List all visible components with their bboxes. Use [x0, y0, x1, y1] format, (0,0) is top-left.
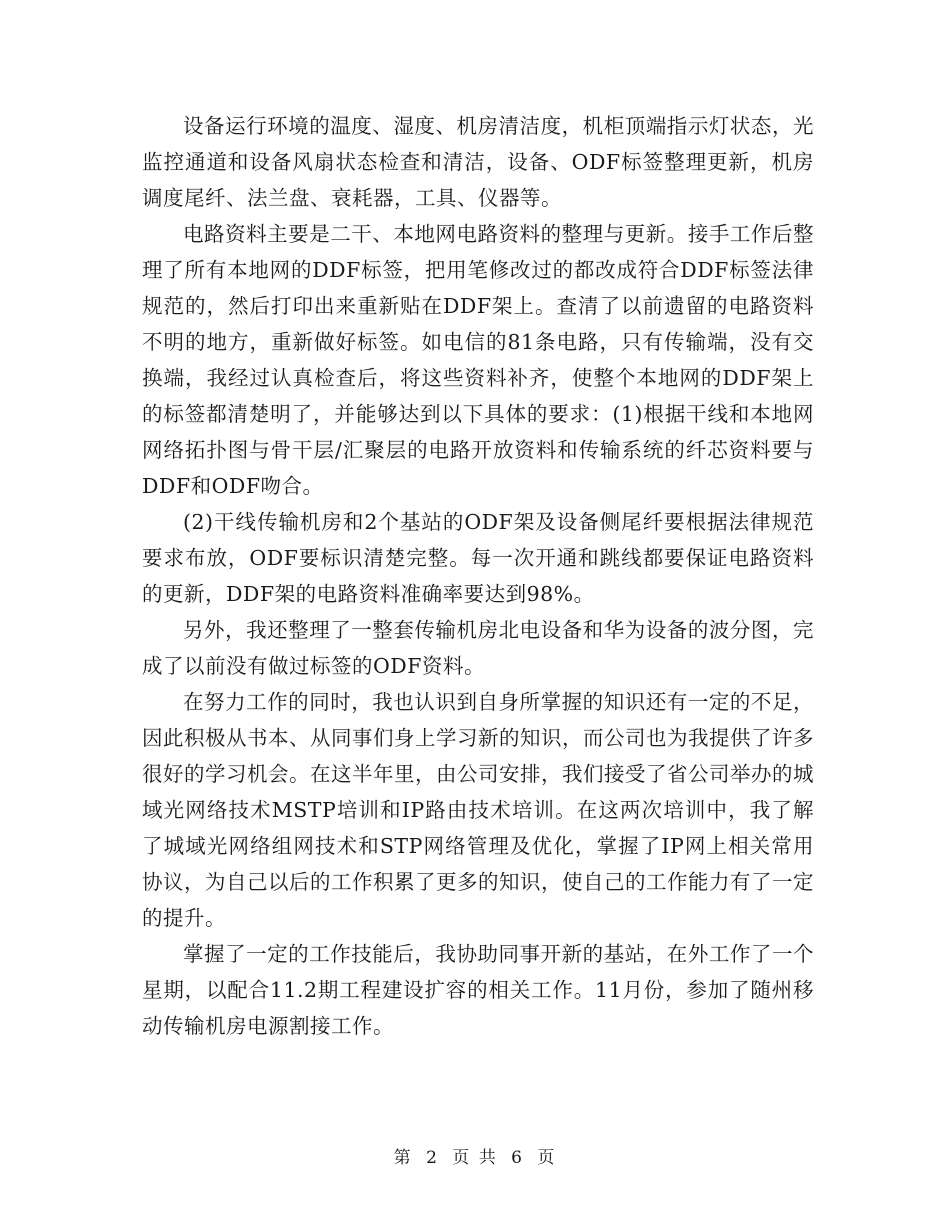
paragraph-6: 掌握了一定的工作技能后，我协助同事开新的基站，在外工作了一个星期，以配合11.2期工程建设扩容的相关工作。11月份，参加了随州移动传输机房电源割接工作。: [142, 942, 814, 1038]
footer-suffix: 页: [537, 1148, 557, 1168]
footer-total-pages: 6: [511, 1148, 524, 1168]
page-footer: [0, 1146, 950, 1170]
paragraph-5: 在努力工作的同时，我也认识到自身所掌握的知识还有一定的不足，因此积极从书本、从同事们身上学习新的知识，而公司也为我提供了许多很好的学习机会。在这半年里，由公司安排，我们接受了省公司举办的城域光网络技术MSTP培训和IP路由技术培训。在这两次培训中，我了解了城域光网络组网技术和STP网络管理及优化，掌握了IP网上相关常用协议，为自己以后的工作积累了更多的知识，使自己的工作能力有了一定的提升。: [142, 690, 814, 930]
footer-prefix: 第: [393, 1148, 413, 1168]
paragraph-3: (2)干线传输机房和2个基站的ODF架及设备侧尾纤要根据法律规范要求布放，ODF要标识清楚完整。每一次开通和跳线都要保证电路资料的更新，DDF架的电路资料准确率要达到98%。: [142, 510, 814, 606]
paragraph-4: 另外，我还整理了一整套传输机房北电设备和华为设备的波分图，完成了以前没有做过标签的ODF资料。: [142, 618, 814, 678]
body-text: [142, 108, 814, 1044]
paragraph-1: 设备运行环境的温度、湿度、机房清洁度，机柜顶端指示灯状态，光监控通道和设备风扇状态检查和清洁，设备、ODF标签整理更新，机房调度尾纤、法兰盘、衰耗器，工具、仪器等。: [142, 114, 814, 210]
paragraph-2: 电路资料主要是二干、本地网电路资料的整理与更新。接手工作后整理了所有本地网的DDF标签，把用笔修改过的都改成符合DDF标签法律规范的，然后打印出来重新贴在DDF架上。查清了以前遗留的电路资料不明的地方，重新做好标签。如电信的81条电路，只有传输端，没有交换端，我经过认真检查后，将这些资料补齐，使整个本地网的DDF架上的标签都清楚明了，并能够达到以下具体的要求：(1)根据干线和本地网网络拓扑图与骨干层/汇聚层的电路开放资料和传输系统的纤芯资料要与DDF和ODF吻合。: [142, 222, 814, 498]
footer-current-page: 2: [426, 1148, 439, 1168]
footer-middle: 页 共: [452, 1148, 498, 1168]
